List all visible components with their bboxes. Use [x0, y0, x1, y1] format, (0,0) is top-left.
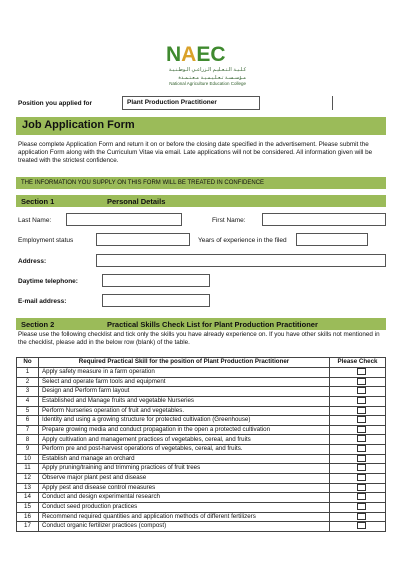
first-name-label: First Name:: [212, 217, 246, 224]
logo-english-name: National Agriculture Education College: [169, 81, 246, 86]
logo-arabic-line-1: كـلـيـة الـتـعـليـم الـزراعـي الـوطـنـيـة: [168, 67, 246, 73]
skill-checkbox[interactable]: [357, 493, 366, 500]
row-number: 7: [17, 425, 39, 435]
row-number: 1: [17, 368, 39, 378]
skill-checkbox[interactable]: [357, 503, 366, 510]
row-number: 11: [17, 464, 39, 474]
table-row: [17, 522, 386, 532]
table-row: [17, 406, 386, 416]
row-number: 3: [17, 387, 39, 397]
position-label: Position you applied for: [18, 100, 93, 107]
last-name-label: Last Name:: [18, 217, 52, 224]
row-number: 6: [17, 416, 39, 426]
skill-description: Establish and manage an orchard: [39, 454, 330, 464]
skill-checkbox[interactable]: [357, 522, 366, 529]
table-row: [17, 454, 386, 464]
years-experience-field[interactable]: [296, 233, 368, 246]
skill-checkbox[interactable]: [357, 416, 366, 423]
skill-description: Conduct and design experimental research: [39, 493, 330, 503]
skill-checkbox[interactable]: [357, 474, 366, 481]
section-1-number: Section 1: [21, 196, 55, 206]
row-number: 10: [17, 454, 39, 464]
table-row: [17, 445, 386, 455]
address-field[interactable]: [96, 254, 386, 267]
skill-checkbox[interactable]: [357, 397, 366, 404]
skill-checkbox[interactable]: [357, 378, 366, 385]
form-title: Job Application Form: [16, 117, 386, 135]
employment-status-label: Employment status: [18, 237, 74, 244]
section-2-number: Section 2: [21, 319, 55, 329]
table-row: [17, 483, 386, 493]
skill-description: Apply pest and disease control measures: [39, 483, 330, 493]
logo-wordmark: NAEC: [166, 43, 226, 66]
table-row: [17, 474, 386, 484]
daytime-telephone-field[interactable]: [102, 274, 210, 287]
skill-description: Design and Perform farm layout: [39, 387, 330, 397]
skill-checkbox[interactable]: [357, 484, 366, 491]
skill-description: Prepare growing media and conduct propagation in the open a protected cultivation: [39, 425, 330, 435]
confidentiality-notice: THE INFORMATION YOU SUPPLY ON THIS FORM WILL BE TREATED IN CONFIDENCE: [16, 177, 386, 189]
skill-checkbox[interactable]: [357, 368, 366, 375]
row-number: 13: [17, 483, 39, 493]
skill-checkbox[interactable]: [357, 464, 366, 471]
check-cell: [330, 406, 386, 416]
column-header-skill: Required Practical Skill for the position of Plant Production Practitioner: [39, 358, 330, 368]
table-row: [17, 368, 386, 378]
skill-description: Apply pruning/training and trimming practices of fruit trees: [39, 464, 330, 474]
check-cell: [330, 396, 386, 406]
section-1-title: Personal Details: [107, 196, 166, 206]
last-name-field[interactable]: [66, 213, 182, 226]
check-cell: [330, 493, 386, 503]
first-name-field[interactable]: [262, 213, 386, 226]
check-cell: [330, 522, 386, 532]
row-number: 2: [17, 377, 39, 387]
section-2-instructions: Please use the following checklist and tick only the skills you have already experience on. If you have other skills not mentioned in the checklist, please add in the below row (blank) of the table.: [18, 331, 380, 347]
section-2-header: [16, 318, 386, 330]
table-row: [17, 512, 386, 522]
skill-checkbox[interactable]: [357, 435, 366, 442]
table-row: [17, 464, 386, 474]
column-header-no: No: [17, 358, 39, 368]
check-cell: [330, 387, 386, 397]
skill-description: Perform pre and post-harvest operations of vegetables, cereal, and fruits.: [39, 445, 330, 455]
position-field[interactable]: Plant Production Practitioner: [122, 96, 260, 110]
table-row: [17, 493, 386, 503]
daytime-telephone-label: Daytime telephone:: [18, 278, 78, 285]
check-cell: [330, 464, 386, 474]
table-row: [17, 502, 386, 512]
row-number: 12: [17, 474, 39, 484]
position-divider: [332, 96, 333, 110]
logo-arabic-line-2: مـؤسـسـة تـعـلـيـمـيـة مـعـتـمـدة: [178, 75, 246, 81]
check-cell: [330, 368, 386, 378]
skill-description: Established and Manage fruits and vegetable Nurseries: [39, 396, 330, 406]
table-row: [17, 416, 386, 426]
table-header-row: [17, 358, 386, 368]
table-row: [17, 396, 386, 406]
skill-checkbox[interactable]: [357, 426, 366, 433]
row-number: 15: [17, 502, 39, 512]
check-cell: [330, 474, 386, 484]
skill-checkbox[interactable]: [357, 445, 366, 452]
skill-checkbox[interactable]: [357, 513, 366, 520]
naec-logo: [166, 44, 246, 88]
skill-description: Conduct organic fertilizer practices (compost): [39, 522, 330, 532]
years-experience-label: Years of experience in the filed: [198, 237, 287, 244]
table-row: [17, 425, 386, 435]
row-number: 8: [17, 435, 39, 445]
skill-checkbox[interactable]: [357, 387, 366, 394]
check-cell: [330, 454, 386, 464]
table-row: [17, 377, 386, 387]
skill-description: Identity and using a growing structure for protected cultivation (Greenhouse): [39, 416, 330, 426]
email-field[interactable]: [102, 294, 210, 307]
row-number: 16: [17, 512, 39, 522]
skill-description: Apply cultivation and management practices of vegetables, cereal, and fruits: [39, 435, 330, 445]
skill-description: Select and operate farm tools and equipment: [39, 377, 330, 387]
check-cell: [330, 377, 386, 387]
skill-description: Recommend required quantities and application methods of different fertilizers: [39, 512, 330, 522]
skills-checklist-table: [16, 357, 386, 532]
check-cell: [330, 502, 386, 512]
column-header-check: Please Check: [330, 358, 386, 368]
check-cell: [330, 435, 386, 445]
row-number: 4: [17, 396, 39, 406]
email-label: E-mail address:: [18, 298, 67, 305]
section-2-title: Practical Skills Check List for Plant Production Practitioner: [107, 319, 318, 329]
address-label: Address:: [18, 258, 47, 265]
section-1-header: [16, 195, 386, 207]
skill-checkbox[interactable]: [357, 407, 366, 414]
skills-table-body: [17, 368, 386, 532]
check-cell: [330, 445, 386, 455]
row-number: 17: [17, 522, 39, 532]
skill-checkbox[interactable]: [357, 455, 366, 462]
employment-status-field[interactable]: [96, 233, 190, 246]
row-number: 9: [17, 445, 39, 455]
skill-description: Observe major plant pest and disease: [39, 474, 330, 484]
skill-description: Perform Nurseries operation of fruit and vegetables.: [39, 406, 330, 416]
check-cell: [330, 483, 386, 493]
check-cell: [330, 512, 386, 522]
check-cell: [330, 416, 386, 426]
table-row: [17, 387, 386, 397]
row-number: 14: [17, 493, 39, 503]
intro-paragraph: Please complete Application Form and return it on or before the closing date specified in the advertisement. Please submit the application Form along with the Curriculum Vitae via email. Late applications will not be considered. All information given will be treated with the strictest confidence.: [18, 141, 373, 165]
row-number: 5: [17, 406, 39, 416]
skill-description: Apply safety measure in a farm operation: [39, 368, 330, 378]
table-row: [17, 435, 386, 445]
check-cell: [330, 425, 386, 435]
skill-description: Conduct seed production practices: [39, 502, 330, 512]
